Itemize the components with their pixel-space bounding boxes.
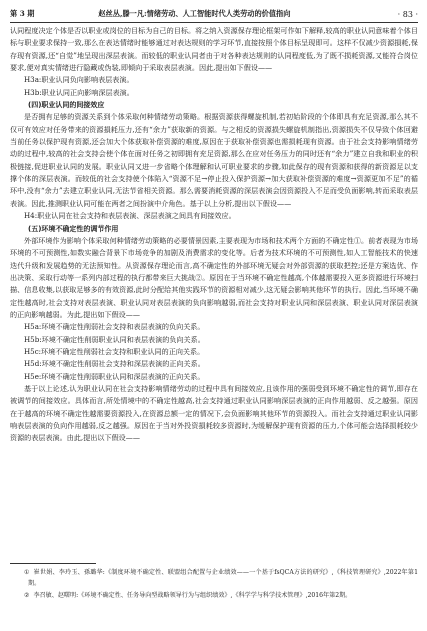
paragraph-resource-spiral: 是否拥有足够的资源关系到个体采取何种情绪劳动策略。根据资源获得螺旋机制,若初始阶段的个体即具有充足资源,那么其不仅可有效应对任务带来的资源損耗压力,还有“余力”获取新的资源。与之相反的资源损失螺旋机制指出,资源损失不仅导致个体回避当前任务以保护现有资源,还会加大个体获取补偿资源的难度,原因在于获取补偿资源也需损耗现有资源。由于社会支持影响情绪劳动的过程中,较高的社会支持会使个体在面对任务之初即拥有充足资源,那么在应对任务压力的同时还有“余力”建立自我和职业的积极链接,促进职业认同的发展。职业认同又进一步省略个体理解和认可职业要求的步骤,如此保存的现有资源和获得的新资源足以支撑个体的深层表演。而较低的社会支持使个体陷入“资源不足→停止投入保护资源→加大获取补偿资源的难度→资源更加不足”的循环中,没有“余力”去建立职业认同,无法节省相关资源。那么需要消耗资源的深层表演会因资源投入不足而受负面影响,转而采取表层表演。因此,推测职业认同可能在两者之间扮演中介角色。基于以上分析,提出以下假设—— <box>10 112 418 208</box>
footnote-2-text: 李召敏、赵曙明:《环境不确定性、任务导向型战略领导行为与组织绩效》,《科学学与科学技术管理》,2016年第2期。 <box>33 591 352 599</box>
running-header <box>10 7 418 21</box>
page-number: · 83 · <box>397 9 418 19</box>
hypothesis-h5b: H5b:环境不确定性削弱职业认同和表层表演的负向关系。 <box>24 334 205 344</box>
footnote-1-text: 崔世娟、李玲玉、孫璐华:《制度环境不确定性、联盟组合配置与企业绩效——一个基于fsQCA方法的研究》,《科技管理研究》,2022年第1期。 <box>28 569 418 588</box>
footnote-1-marker: ① <box>24 569 30 576</box>
footnote-rule <box>10 563 96 564</box>
issue-label: 第 3 期 <box>10 9 35 18</box>
footnote-2-marker: ② <box>24 591 30 599</box>
footnote-2 <box>10 590 418 601</box>
running-title: 赵丝丛,滕一凡:情绪劳动、人工智能时代人类劳动的价值指向 <box>98 9 291 18</box>
paragraph-moderated-mediation: 基于以上论述,认为职业认同在社会支持影响情绪劳动的过程中具有间接效应,且该作用的强弱受到环境不确定性的调节,即存在被调节的间接效应。具体而言,所处情境中的不确定性越高,社会支持通过职业认同影响深层表演的正向作用越弱、反之越强。原因在于越高的环境不确定性越需要资源投入,在资源总额一定的情况下,会负面影响其他环节的资源投入。而社会支持通过职业认同影响表层表演的负向作用越弱,反之越强。原因在于当对外投资損耗较多资源时,为缓解保护现有资源的压力,个体可能会选择损耗较少资源的表层表演。由此,提出以下假设—— <box>10 383 418 443</box>
paragraph-identity-theory: 认同程度决定个体是否以职业或岗位的目标为自己的目标。将之纳入资源保存理论框架可作如下解释,较高的职业认同意味着个体目标与职业要求保持一致,那么在表达情绪时能够通过对表达规则的学习环节,直接按照个体目标呈现即可。这样不仅减少资源損耗,保存现有资源,还“自觉”地呈现出深层表演。而较低的职业认同者由于对各种表达规则的认同程度低,为了既不损耗资源,又能符合岗位要求,便对真实情绪进行隐藏或伪装,即倾向于采取表层表演。因此,提出如下假设—— <box>10 26 418 73</box>
hypothesis-h5d: H5d:环境不确定性削弱社会支持和深层表演的正向关系。 <box>24 359 205 369</box>
header-rule <box>10 22 418 23</box>
hypothesis-h5c: H5c:环境不确定性削弱社会支持和职业认同的正向关系。 <box>24 346 205 356</box>
section-heading-moderation: (五)环境不确定性的调节作用 <box>28 224 119 233</box>
hypothesis-h5e: H5e:环境不确定性削弱职业认同和深层表演的正向关系。 <box>24 371 205 381</box>
section-heading-indirect-effect: (四)职业认同的间接效应 <box>28 101 105 110</box>
hypothesis-h3b: H3b:职业认同正向影响深层表演。 <box>24 87 134 97</box>
footnote-1 <box>10 567 418 590</box>
hypothesis-h5a: H5a:环境不确定性削弱社会支持和表层表演的负向关系。 <box>24 322 205 332</box>
article-body <box>10 25 418 445</box>
paragraph-environment-uncertainty: 外部环境作为影响个体采取何种情绪劳动策略的必要情景因素,主要表现为市场和技术两个方面的不确定性①。前者表现为市场环境的不可预测性,如数实融合背景下市场竞争的加剧及消费需求的变化等。后者为技术环境的不可预测性,如人工智能技术的快速迭代升级和发展趋势的无法预知性。从资源保存理论而言,高不确定性的外部环境无疑会对外部资源的获取把控;还是方案选优、作出决策、采取行动等一系列内部过程的执行都带来巨大挑战②。原因在于当环境不确定性越高,个体越需要投入更多资源进行环境扫描、信息收集,以获取足够多的有效资源,此时分配给其他实践环节的资源相对减少,这无疑会影响其他环节的执行。因此,当环境不确定性越高时,社会支持对表层表演、职业认同对表层表演的负向影响越弱,而社会支持对职业认同和深层表演、职业认同对深层表演的正向影响越弱。为此,提出如下假设—— <box>10 235 418 319</box>
hypothesis-h4: H4:职业认同在社会支持和表层表演、深层表演之间具有间接效应。 <box>24 211 236 221</box>
footnotes <box>10 567 418 601</box>
hypothesis-h3a: H3a:职业认同负向影响表层表演。 <box>24 75 134 85</box>
